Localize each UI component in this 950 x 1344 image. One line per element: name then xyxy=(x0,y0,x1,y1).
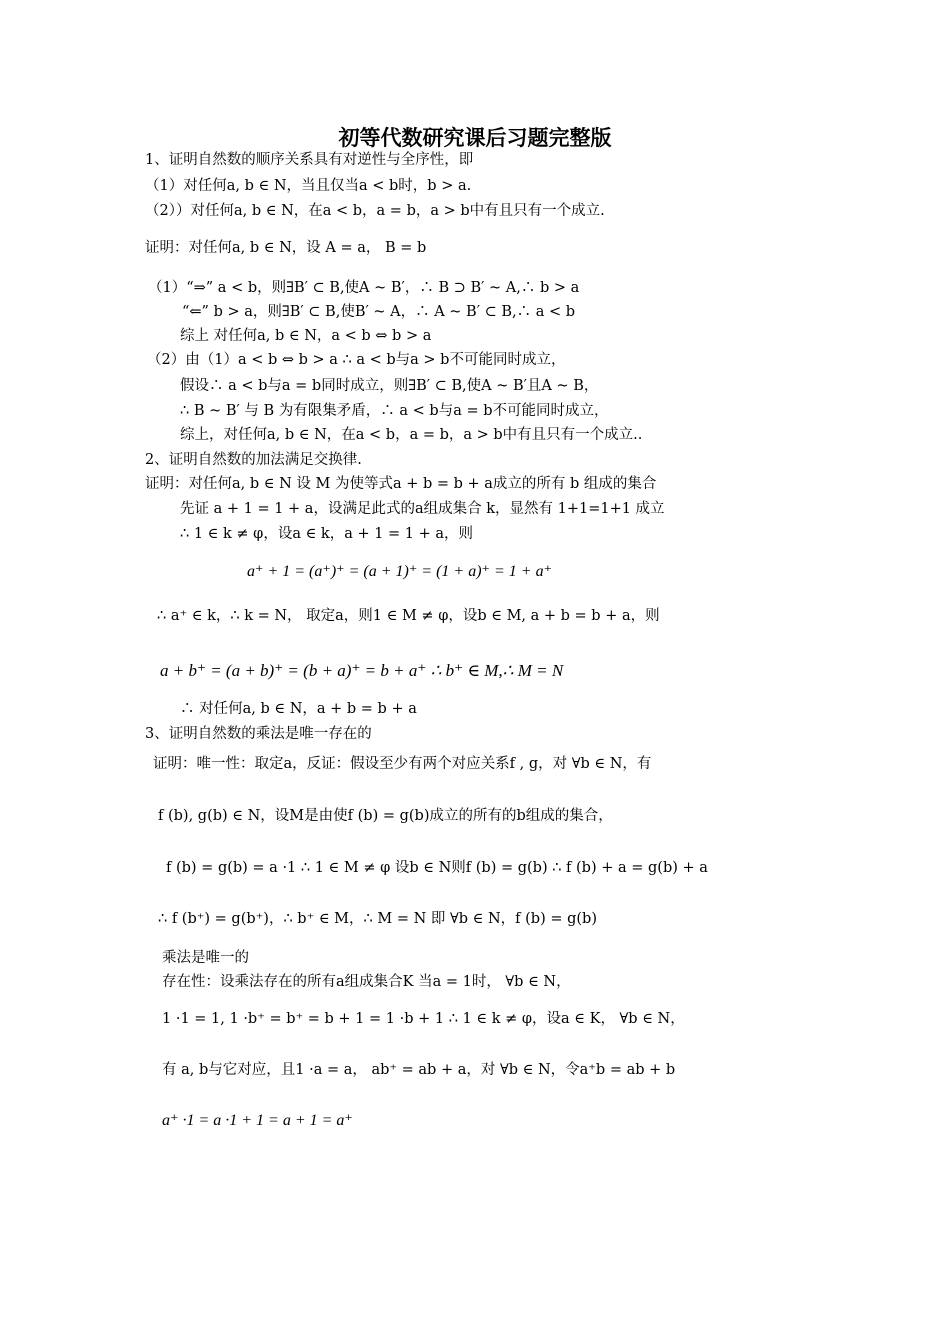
problem-2-proof-line: ∴ 1 ∈ k ≠ φ，设a ∈ k，a + 1 = 1 + a，则 xyxy=(180,526,474,542)
problem-2-statement: 2、证明自然数的加法满足交换律. xyxy=(145,452,362,468)
problem-2-formula: a⁺ + 1 = (a⁺)⁺ = (a + 1)⁺ = (1 + a)⁺ = 1 + a⁺ xyxy=(247,563,553,580)
problem-3-proof-line: ∴ f (b⁺) = g(b⁺)，∴ b⁺ ∈ M，∴ M = N 即 ∀b ∈ N，f (b) = g(b) xyxy=(158,911,597,927)
problem-3-proof-line: f (b) = g(b) = a ·1 ∴ 1 ∈ M ≠ φ 设b ∈ N则f (b) = g(b) ∴ f (b) + a = g(b) + a xyxy=(166,860,708,876)
problem-1-proof-line: （1）“⇒” a < b，则∃B′ ⊂ B,使A ~ B′，∴ B ⊃ B′ ~ A,∴ b > a xyxy=(148,280,580,296)
problem-2-proof-line: 先证 a + 1 = 1 + a，设满足此式的a组成集合 k，显然有 1+1=1+1 成立 xyxy=(180,501,665,517)
problem-2-proof-line: 证明：对任何a, b ∈ N 设 M 为使等式a + b = b + a成立的所有 b 组成的集合 xyxy=(145,476,657,492)
document-title: 初等代数研究课后习题完整版 xyxy=(338,125,612,150)
problem-1-proof-line: （2）由（1）a < b ⇔ b > a ∴ a < b与a > b不可能同时成立， xyxy=(147,352,566,368)
problem-3-formula: a⁺ ·1 = a ·1 + 1 = a + 1 = a⁺ xyxy=(162,1112,353,1129)
problem-1-item-1: （1）对任何a, b ∈ N，当且仅当a < b时，b > a. xyxy=(145,178,472,194)
problem-3-existence-line: 存在性：设乘法存在的所有a组成集合K 当a = 1时， ∀b ∈ N， xyxy=(162,974,571,990)
problem-2-proof-line: ∴ a⁺ ∈ k，∴ k = N， 取定a，则1 ∈ M ≠ φ，设b ∈ M, a + b = b + a，则 xyxy=(157,608,660,624)
problem-1-item-2: （2））对任何a, b ∈ N，在a < b，a = b，a > b中有且只有一个成立. xyxy=(145,203,605,219)
problem-3-proof-line: f (b), g(b) ∈ N，设M是由使f (b) = g(b)成立的所有的b组成的集合， xyxy=(158,808,613,824)
problem-1-proof-line: ∴ B ~ B′ 与 B 为有限集矛盾，∴ a < b与a = b不可能同时成立， xyxy=(180,403,609,419)
problem-1-proof-line: 假设∴ a < b与a = b同时成立，则∃B′ ⊂ B,使A ~ B′且A ~ B， xyxy=(180,378,599,394)
problem-1-proof-intro: 证明：对任何a, b ∈ N，设 A = a， B = b xyxy=(145,240,427,256)
problem-3-existence-line: 有 a, b与它对应，且1 ·a = a， ab⁺ = ab + a，对 ∀b ∈ N，令a⁺b = ab + b xyxy=(162,1062,676,1078)
problem-2-formula: a + b⁺ = (a + b)⁺ = (b + a)⁺ = b + a⁺ ∴ b⁺ ∈ M,∴ M = N xyxy=(160,661,564,680)
problem-1-proof-line: “⇐” b > a，则∃B′ ⊂ B,使B′ ~ A，∴ A ~ B′ ⊂ B,∴ a < b xyxy=(182,304,576,320)
problem-3-existence-line: 1 ·1 = 1, 1 ·b⁺ = b⁺ = b + 1 = 1 ·b + 1 ∴ 1 ∈ k ≠ φ，设a ∈ K， ∀b ∈ N， xyxy=(162,1011,685,1027)
problem-1-conclusion: 综上，对任何a, b ∈ N，在a < b，a = b，a > b中有且只有一个成立.. xyxy=(180,427,643,443)
problem-1-proof-line: 综上 对任何a, b ∈ N，a < b ⇔ b > a xyxy=(180,328,432,344)
problem-2-conclusion: ∴ 对任何a, b ∈ N，a + b = b + a xyxy=(180,701,417,717)
problem-1-statement: 1、证明自然数的顺序关系具有对逆性与全序性，即 xyxy=(145,152,474,168)
problem-3-uniqueness-conclusion: 乘法是唯一的 xyxy=(162,950,249,966)
problem-3-proof-line: 证明：唯一性：取定a，反证：假设至少有两个对应关系f , g，对 ∀b ∈ N，有 xyxy=(153,756,652,772)
problem-3-statement: 3、证明自然数的乘法是唯一存在的 xyxy=(145,726,372,742)
